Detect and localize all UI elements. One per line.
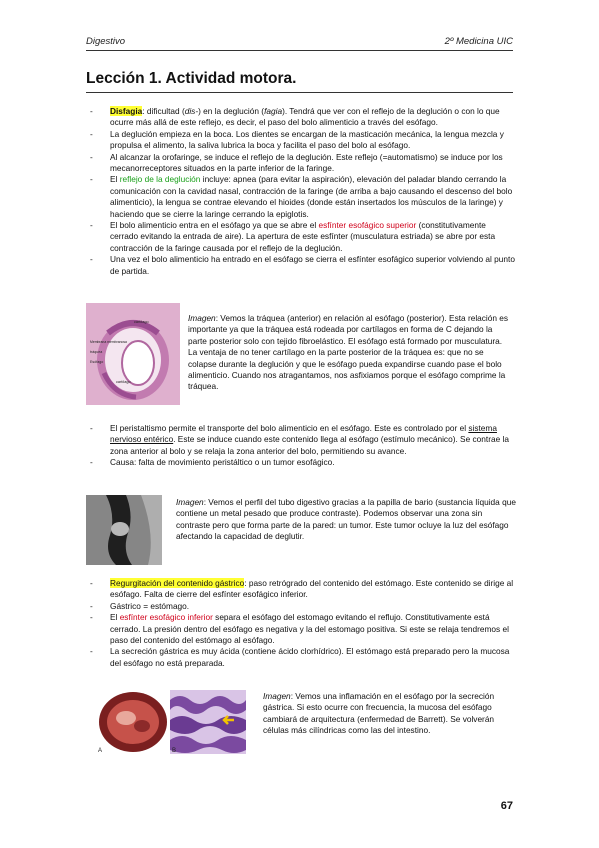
list-item: - El reflejo de la deglución incluye: apnea (para evitar la aspiración), elevación del paladar blando cerrando la comunicación con la cavidad nasal, contracción de la faringe (de arriba a bajo causando el descenso del bolo alimenticio), la lengua se contrae elevando el hioides (donde están insertados los músculos de la laringe) y haciendo que se cierre la laringe cerrando la epiglotis. — [86, 174, 516, 220]
list-item: - El peristaltismo permite el transporte del bolo alimenticio en el esófago. Este es controlado por el sistema nervioso entérico. Este se induce cuando este contenido llega al esófago (estímulo mecánico). Se contrae la zona anterior al bolo y se relaja la zona anterior del bolo, permitiendo su avance. — [86, 423, 516, 457]
title-divider — [86, 92, 513, 93]
barrett-histology-image — [170, 690, 246, 754]
page-number: 67 — [500, 800, 513, 812]
header-divider — [86, 50, 513, 51]
list-section-1 — [86, 106, 516, 277]
list-item: - Al alcanzar la orofaringe, se induce el reflejo de la deglución. Este reflejo (=automatismo) se induce por los mecanorreceptores situados en la parte inferior de la faringe. — [86, 152, 516, 175]
list-item: - La deglución empieza en la boca. Los dientes se encargan de la masticación mecánica, la lengua mezcla y propulsa el alimento, la saliva lubrica la boca y facilita el paso del bolo al esófago. — [86, 129, 516, 152]
list-item: - Regurgitación del contenido gástrico: paso retrógrado del contenido del estómago. Este contenido se dirige al esófago. Falta de cierre del esfínter esofágico inferior. — [86, 578, 516, 601]
histology-label: cartílago — [116, 380, 131, 384]
header-left: Digestivo — [86, 36, 126, 47]
list-item: - Gástrico = estómago. — [86, 601, 516, 612]
list-item: - La secreción gástrica es muy ácida (contiene ácido clorhídrico). El estómago está preparado pero la mucosa del esófago no está preparada. — [86, 646, 516, 669]
list-item: - El bolo alimenticio entra en el esófago ya que se abre el esfínter esofágico superior (constitutivamente cerrado evitando la entrada de aire). La apertura de este esfínter (musculatura estriada) se abre por esta contracción de la faringe causada por el reflejo de la deglución. — [86, 220, 516, 254]
figure-1-caption: Imagen: Vemos la tráquea (anterior) en relación al esófago (posterior). Esta relación es importante ya que la tráquea está rodeada por cartílagos en forma de C dejando la parte posterior solo con tejido fibroelástico. El esófago está formado por musculatura. La ventaja de no tener cartílago en la parte posterior de la tráquea es: que no se colapse durante la deglución y que le esófago pueda expandirse cuando pase el bolo alimenticio. Cuando nos atragantamos, nos asfixiamos porque el esófago comprime la tráquea. — [188, 313, 509, 392]
page-title: Lección 1. Actividad motora. — [86, 70, 297, 87]
barium-xray-image — [86, 495, 162, 565]
histology-label: Esófago — [90, 360, 104, 364]
figure-2-caption: Imagen: Vemos el perfil del tubo digestivo gracias a la papilla de bario (sustancia líquida que contiene un metal pesado que produce contraste). Podemos observar una zona sin contraste pero que forma parte de la pared: un tumor. Este tumor ocluye la luz del esófago afectando la capacidad de deglutir. — [176, 497, 516, 542]
histology-label: Membrana membranosa — [90, 340, 127, 344]
list-item: - Causa: falta de movimiento peristáltico o un tumor esofágico. — [86, 457, 516, 468]
header-right: 2º Medicina UIC — [444, 36, 513, 47]
figure-label-a: A — [98, 748, 103, 754]
endoscopy-image — [96, 690, 170, 754]
list-item: - Una vez el bolo alimenticio ha entrado en el esófago se cierra el esfínter esofágico superior volviendo al punto de partida. — [86, 254, 516, 277]
histology-label: tráquea — [90, 350, 103, 354]
figure-label-b: B — [172, 748, 177, 754]
list-section-2 — [86, 423, 516, 469]
figure-3-caption: Imagen: Vemos una inflamación en el esófago por la secreción gástrica. Si esto ocurre con frecuencia, la mucosa del esófago cambiará de arquitectura (enfermedad de Barrett). Se volverán células más cilíndricas como las del intestino. — [263, 691, 495, 736]
list-section-3 — [86, 578, 516, 669]
list-item: - El esfínter esofágico inferior separa el esófago del estomago evitando el reflujo. Constitutivamente está cerrado. La presión dentro del esófago es negativa y la del estomago positiva. Si este se relaja tendremos el paso del contenido del estómago al esófago. — [86, 612, 516, 646]
list-item: - Disfagia: dificultad (dis-) en la deglución (fagia). Tendrá que ver con el reflejo de la deglución o con lo que ocurre más allá de este reflejo, es decir, el paso del bolo alimenticio a través del esófago. — [86, 106, 516, 129]
histology-label: cartílago — [134, 320, 149, 324]
trachea-histology-image — [86, 303, 180, 405]
